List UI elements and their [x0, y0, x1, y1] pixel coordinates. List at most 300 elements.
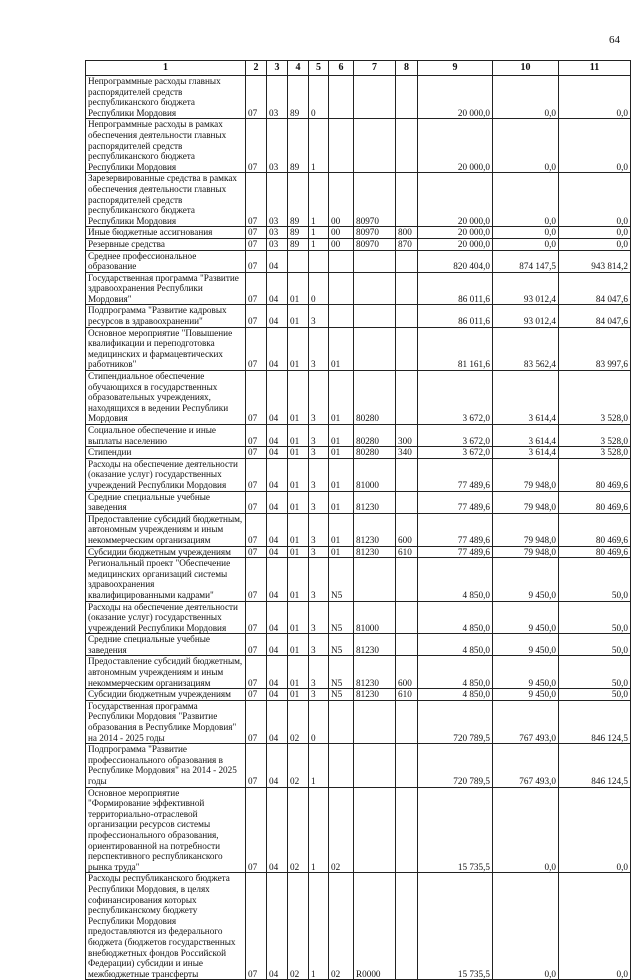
code-cell: 04 [267, 546, 288, 558]
code-cell: 04 [267, 327, 288, 370]
code-cell: 07 [246, 873, 267, 980]
code-cell: 07 [246, 227, 267, 239]
value-cell: 4 850,0 [418, 558, 493, 601]
code-cell [329, 305, 354, 327]
row-name-cell: Основное мероприятие "Повышение квалификации и переподготовка медицинских и фармацевтических работников" [86, 327, 246, 370]
code-cell: 04 [267, 656, 288, 689]
code-cell: 3 [309, 458, 329, 491]
table-row [86, 447, 631, 459]
value-cell: 0,0 [559, 238, 631, 250]
table-row [86, 873, 631, 980]
header-cell: 1 [86, 61, 246, 76]
code-cell: 07 [246, 546, 267, 558]
code-cell: 3 [309, 327, 329, 370]
code-cell: 1 [309, 119, 329, 173]
value-cell: 0,0 [559, 873, 631, 980]
table-row [86, 250, 631, 272]
value-cell: 0,0 [493, 173, 559, 227]
table-row [86, 305, 631, 327]
value-cell: 3 614,4 [493, 425, 559, 447]
value-cell: 3 528,0 [559, 425, 631, 447]
row-name-cell: Субсидии бюджетным учреждениям [86, 689, 246, 701]
code-cell: 02 [288, 873, 309, 980]
code-cell: 01 [329, 513, 354, 546]
code-cell: 07 [246, 744, 267, 787]
code-cell: 80280 [354, 447, 396, 459]
code-cell: 3 [309, 491, 329, 513]
code-cell: 01 [288, 272, 309, 305]
code-cell: 81230 [354, 689, 396, 701]
code-cell: 07 [246, 491, 267, 513]
code-cell [396, 787, 418, 873]
row-name-cell: Социальное обеспечение и иные выплаты населению [86, 425, 246, 447]
code-cell: 00 [329, 173, 354, 227]
value-cell: 4 850,0 [418, 601, 493, 634]
code-cell: 04 [267, 689, 288, 701]
code-cell [396, 558, 418, 601]
table-row [86, 425, 631, 447]
value-cell: 0,0 [493, 238, 559, 250]
code-cell: 3 [309, 656, 329, 689]
code-cell: 80280 [354, 425, 396, 447]
value-cell: 20 000,0 [418, 227, 493, 239]
code-cell: 89 [288, 238, 309, 250]
code-cell: 01 [288, 327, 309, 370]
code-cell: 81000 [354, 458, 396, 491]
code-cell: 01 [288, 447, 309, 459]
header-cell: 10 [493, 61, 559, 76]
table-row [86, 371, 631, 425]
code-cell: 04 [267, 873, 288, 980]
value-cell: 93 012,4 [493, 305, 559, 327]
code-cell: 04 [267, 447, 288, 459]
value-cell: 79 948,0 [493, 458, 559, 491]
value-cell: 9 450,0 [493, 634, 559, 656]
code-cell [354, 272, 396, 305]
value-cell: 80 469,6 [559, 513, 631, 546]
code-cell: 03 [267, 76, 288, 119]
row-name-cell: Средние специальные учебные заведения [86, 634, 246, 656]
code-cell: 07 [246, 327, 267, 370]
code-cell: 610 [396, 546, 418, 558]
value-cell: 767 493,0 [493, 700, 559, 743]
value-cell: 81 161,6 [418, 327, 493, 370]
row-name-cell: Государственная программа Республики Мордовия "Развитие образования в Республике Мордовия" на 2014 - 2025 годы [86, 700, 246, 743]
value-cell: 20 000,0 [418, 76, 493, 119]
code-cell [396, 458, 418, 491]
value-cell: 0,0 [493, 227, 559, 239]
row-name-cell: Зарезервированные средства в рамках обеспечения деятельности главных распорядителей средств республиканского бюджета Республики Мордовия [86, 173, 246, 227]
code-cell: 07 [246, 656, 267, 689]
code-cell: 300 [396, 425, 418, 447]
table-row [86, 227, 631, 239]
value-cell: 3 614,4 [493, 447, 559, 459]
code-cell: 02 [329, 873, 354, 980]
code-cell [396, 491, 418, 513]
code-cell: 07 [246, 513, 267, 546]
value-cell: 3 672,0 [418, 447, 493, 459]
code-cell: 1 [309, 873, 329, 980]
row-name-cell: Расходы на обеспечение деятельности (оказание услуг) государственных учреждений Республики Мордовия [86, 601, 246, 634]
value-cell: 0,0 [493, 76, 559, 119]
code-cell [354, 700, 396, 743]
value-cell: 20 000,0 [418, 173, 493, 227]
code-cell: 07 [246, 601, 267, 634]
code-cell: 870 [396, 238, 418, 250]
value-cell: 720 789,5 [418, 744, 493, 787]
code-cell: 02 [329, 787, 354, 873]
table-row [86, 491, 631, 513]
code-cell: 81230 [354, 513, 396, 546]
code-cell: 3 [309, 305, 329, 327]
header-cell: 9 [418, 61, 493, 76]
value-cell: 0,0 [559, 76, 631, 119]
table-row [86, 634, 631, 656]
code-cell: 07 [246, 173, 267, 227]
code-cell: 04 [267, 371, 288, 425]
value-cell: 0,0 [493, 787, 559, 873]
code-cell: 07 [246, 119, 267, 173]
header-cell: 7 [354, 61, 396, 76]
code-cell: 01 [288, 425, 309, 447]
code-cell: 01 [288, 601, 309, 634]
header-cell: 4 [288, 61, 309, 76]
row-name-cell: Расходы республиканского бюджета Республики Мордовия, в целях софинансирования которых республиканскому бюджету Республики Мордовия предоставляются из федерального бюджета (бюджетов государственных внебюджетных фондов Российской Федерации) субсидии и иные межбюджетные трансферты [86, 873, 246, 980]
code-cell [354, 119, 396, 173]
value-cell: 79 948,0 [493, 491, 559, 513]
row-name-cell: Основное мероприятие "Формирование эффективной территориально-отраслевой организации ресурсов системы профессионального образования, ориентированной на потребности перспективного республиканского рынка труда" [86, 787, 246, 873]
value-cell: 3 614,4 [493, 371, 559, 425]
value-cell: 4 850,0 [418, 634, 493, 656]
value-cell: 50,0 [559, 689, 631, 701]
code-cell: 07 [246, 700, 267, 743]
value-cell: 79 948,0 [493, 546, 559, 558]
code-cell: 3 [309, 558, 329, 601]
code-cell: 04 [267, 744, 288, 787]
row-name-cell: Стипендии [86, 447, 246, 459]
code-cell [396, 119, 418, 173]
code-cell [396, 700, 418, 743]
table-row [86, 601, 631, 634]
value-cell: 86 011,6 [418, 272, 493, 305]
value-cell: 820 404,0 [418, 250, 493, 272]
code-cell: 07 [246, 558, 267, 601]
code-cell: 1 [309, 787, 329, 873]
code-cell: 89 [288, 76, 309, 119]
code-cell: 04 [267, 558, 288, 601]
code-cell: 01 [329, 425, 354, 447]
code-cell: 81230 [354, 546, 396, 558]
code-cell [354, 305, 396, 327]
table-row [86, 173, 631, 227]
table-row [86, 546, 631, 558]
code-cell: 00 [329, 227, 354, 239]
value-cell: 50,0 [559, 656, 631, 689]
code-cell [354, 744, 396, 787]
value-cell: 9 450,0 [493, 656, 559, 689]
code-cell: 600 [396, 513, 418, 546]
value-cell: 20 000,0 [418, 238, 493, 250]
code-cell: 07 [246, 689, 267, 701]
code-cell: 07 [246, 634, 267, 656]
code-cell: 02 [288, 787, 309, 873]
code-cell: 01 [288, 634, 309, 656]
code-cell: 80970 [354, 173, 396, 227]
code-cell: 02 [288, 700, 309, 743]
value-cell: 83 562,4 [493, 327, 559, 370]
code-cell: 07 [246, 272, 267, 305]
row-name-cell: Иные бюджетные ассигнования [86, 227, 246, 239]
code-cell: 0 [309, 700, 329, 743]
code-cell [396, 327, 418, 370]
code-cell: 07 [246, 447, 267, 459]
code-cell: 800 [396, 227, 418, 239]
code-cell: 04 [267, 491, 288, 513]
code-cell: 3 [309, 634, 329, 656]
value-cell: 20 000,0 [418, 119, 493, 173]
code-cell: 81230 [354, 634, 396, 656]
code-cell: 89 [288, 173, 309, 227]
table-row [86, 513, 631, 546]
value-cell: 767 493,0 [493, 744, 559, 787]
code-cell [396, 305, 418, 327]
code-cell: 01 [329, 491, 354, 513]
table-row [86, 458, 631, 491]
table-row [86, 656, 631, 689]
code-cell [396, 173, 418, 227]
table-row [86, 787, 631, 873]
code-cell: 04 [267, 601, 288, 634]
row-name-cell: Региональный проект "Обеспечение медицинских организаций системы здравоохранения квалифицированными кадрами" [86, 558, 246, 601]
header-cell: 2 [246, 61, 267, 76]
row-name-cell: Средние специальные учебные заведения [86, 491, 246, 513]
code-cell [354, 250, 396, 272]
row-name-cell: Предоставление субсидий бюджетным, автономным учреждениям и иным некоммерческим организациям [86, 656, 246, 689]
code-cell: 04 [267, 305, 288, 327]
code-cell: 04 [267, 250, 288, 272]
code-cell [329, 744, 354, 787]
code-cell: 80970 [354, 238, 396, 250]
value-cell: 0,0 [559, 173, 631, 227]
code-cell: 1 [309, 173, 329, 227]
row-name-cell: Непрограммные расходы в рамках обеспечения деятельности главных распорядителей средств республиканского бюджета Республики Мордовия [86, 119, 246, 173]
header-cell: 6 [329, 61, 354, 76]
value-cell: 0,0 [493, 873, 559, 980]
table-row [86, 76, 631, 119]
page-number: 64 [609, 34, 620, 46]
code-cell: 03 [267, 227, 288, 239]
code-cell: 03 [267, 173, 288, 227]
code-cell: 3 [309, 689, 329, 701]
row-name-cell: Среднее профессиональное образование [86, 250, 246, 272]
code-cell [354, 327, 396, 370]
value-cell: 50,0 [559, 601, 631, 634]
code-cell: 01 [288, 689, 309, 701]
code-cell: 01 [288, 491, 309, 513]
value-cell: 84 047,6 [559, 272, 631, 305]
code-cell: 04 [267, 634, 288, 656]
value-cell: 720 789,5 [418, 700, 493, 743]
value-cell: 3 672,0 [418, 425, 493, 447]
value-cell: 3 672,0 [418, 371, 493, 425]
code-cell: 02 [288, 744, 309, 787]
row-name-cell: Непрограммные расходы главных распорядителей средств республиканского бюджета Республики Мордовия [86, 76, 246, 119]
budget-table [85, 60, 631, 980]
value-cell: 84 047,6 [559, 305, 631, 327]
code-cell: 07 [246, 458, 267, 491]
code-cell [396, 272, 418, 305]
code-cell: 01 [288, 305, 309, 327]
code-cell: 07 [246, 371, 267, 425]
table-row [86, 272, 631, 305]
code-cell [396, 371, 418, 425]
table-row [86, 744, 631, 787]
code-cell: 0 [309, 76, 329, 119]
value-cell: 77 489,6 [418, 491, 493, 513]
row-name-cell: Предоставление субсидий бюджетным, автономным учреждениям и иным некоммерческим организациям [86, 513, 246, 546]
value-cell: 0,0 [559, 119, 631, 173]
code-cell: 01 [288, 558, 309, 601]
code-cell [288, 250, 309, 272]
code-cell [329, 250, 354, 272]
code-cell [329, 76, 354, 119]
table-row [86, 689, 631, 701]
row-name-cell: Субсидии бюджетным учреждениям [86, 546, 246, 558]
value-cell: 9 450,0 [493, 601, 559, 634]
code-cell: 04 [267, 272, 288, 305]
code-cell: 01 [329, 327, 354, 370]
table-row [86, 700, 631, 743]
code-cell [329, 119, 354, 173]
code-cell: 3 [309, 447, 329, 459]
code-cell: 81000 [354, 601, 396, 634]
header-cell: 3 [267, 61, 288, 76]
code-cell [396, 744, 418, 787]
value-cell: 3 528,0 [559, 447, 631, 459]
code-cell: 01 [329, 371, 354, 425]
code-cell: 04 [267, 787, 288, 873]
code-cell [329, 700, 354, 743]
code-cell: 04 [267, 700, 288, 743]
value-cell: 0,0 [559, 227, 631, 239]
value-cell: 15 735,5 [418, 873, 493, 980]
code-cell [354, 787, 396, 873]
code-cell: 01 [329, 546, 354, 558]
value-cell: 4 850,0 [418, 689, 493, 701]
code-cell: 3 [309, 425, 329, 447]
table-row [86, 327, 631, 370]
code-cell: 04 [267, 458, 288, 491]
value-cell: 86 011,6 [418, 305, 493, 327]
header-cell: 8 [396, 61, 418, 76]
value-cell: 79 948,0 [493, 513, 559, 546]
value-cell: 50,0 [559, 634, 631, 656]
value-cell: 4 850,0 [418, 656, 493, 689]
value-cell: 80 469,6 [559, 546, 631, 558]
code-cell: 01 [288, 546, 309, 558]
code-cell: 01 [288, 371, 309, 425]
value-cell: 83 997,6 [559, 327, 631, 370]
code-cell [329, 272, 354, 305]
code-cell: 07 [246, 787, 267, 873]
row-name-cell: Резервные средства [86, 238, 246, 250]
row-name-cell: Расходы на обеспечение деятельности (оказание услуг) государственных учреждений Республики Мордовия [86, 458, 246, 491]
value-cell: 846 124,5 [559, 744, 631, 787]
value-cell: 9 450,0 [493, 558, 559, 601]
code-cell: 1 [309, 238, 329, 250]
code-cell: 1 [309, 227, 329, 239]
code-cell [396, 634, 418, 656]
value-cell: 93 012,4 [493, 272, 559, 305]
code-cell: 80280 [354, 371, 396, 425]
value-cell: 77 489,6 [418, 458, 493, 491]
code-cell: 610 [396, 689, 418, 701]
code-cell: 89 [288, 227, 309, 239]
code-cell: N5 [329, 656, 354, 689]
code-cell [354, 558, 396, 601]
code-cell: 04 [267, 425, 288, 447]
table-row [86, 238, 631, 250]
value-cell: 15 735,5 [418, 787, 493, 873]
header-cell: 5 [309, 61, 329, 76]
code-cell [309, 250, 329, 272]
table-row [86, 558, 631, 601]
value-cell: 0,0 [559, 787, 631, 873]
code-cell: N5 [329, 634, 354, 656]
code-cell: N5 [329, 601, 354, 634]
code-cell: 80970 [354, 227, 396, 239]
code-cell: 07 [246, 305, 267, 327]
code-cell: 01 [288, 656, 309, 689]
value-cell: 943 814,2 [559, 250, 631, 272]
row-name-cell: Подпрограмма "Развитие профессионального образования в Республике Мордовия" на 2014 - 2025 годы [86, 744, 246, 787]
code-cell: R0000 [354, 873, 396, 980]
code-cell: 81230 [354, 656, 396, 689]
row-name-cell: Стипендиальное обеспечение обучающихся в государственных образовательных учреждениях, находящихся в ведении Республики Мордовия [86, 371, 246, 425]
value-cell: 3 528,0 [559, 371, 631, 425]
code-cell: 01 [288, 458, 309, 491]
code-cell: N5 [329, 689, 354, 701]
header-cell: 11 [559, 61, 631, 76]
value-cell: 9 450,0 [493, 689, 559, 701]
code-cell: 3 [309, 371, 329, 425]
code-cell: 81230 [354, 491, 396, 513]
code-cell: 1 [309, 744, 329, 787]
header-row [86, 61, 631, 76]
code-cell: 07 [246, 238, 267, 250]
table-row [86, 119, 631, 173]
code-cell: 00 [329, 238, 354, 250]
code-cell: 01 [329, 447, 354, 459]
code-cell: 89 [288, 119, 309, 173]
code-cell [396, 873, 418, 980]
value-cell: 50,0 [559, 558, 631, 601]
value-cell: 874 147,5 [493, 250, 559, 272]
code-cell [396, 601, 418, 634]
value-cell: 77 489,6 [418, 546, 493, 558]
code-cell: N5 [329, 558, 354, 601]
code-cell [396, 76, 418, 119]
value-cell: 846 124,5 [559, 700, 631, 743]
code-cell: 01 [329, 458, 354, 491]
value-cell: 0,0 [493, 119, 559, 173]
code-cell: 3 [309, 601, 329, 634]
row-name-cell: Государственная программа "Развитие здравоохранения Республики Мордовия" [86, 272, 246, 305]
value-cell: 77 489,6 [418, 513, 493, 546]
code-cell [354, 76, 396, 119]
value-cell: 80 469,6 [559, 491, 631, 513]
code-cell: 3 [309, 546, 329, 558]
